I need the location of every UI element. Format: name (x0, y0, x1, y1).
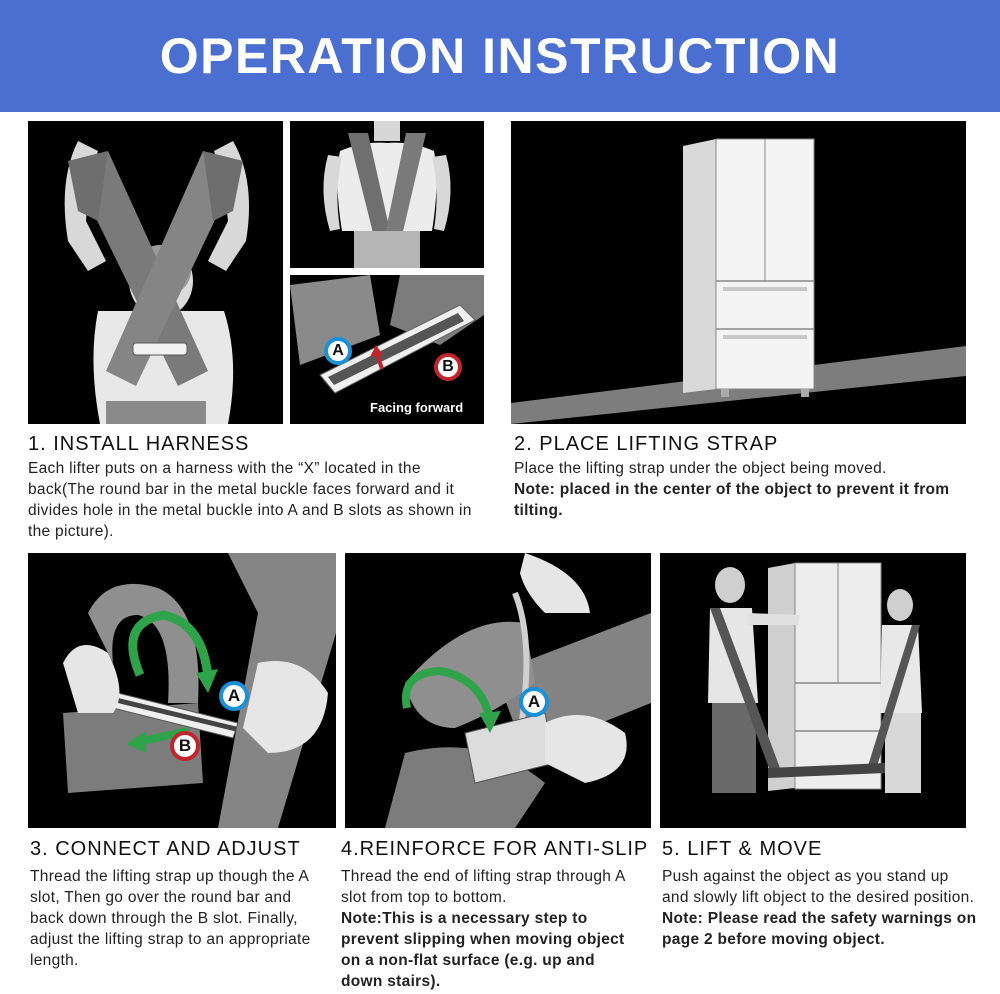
callout-a-badge (219, 681, 249, 711)
anti-slip-image (345, 553, 651, 828)
step5-description: Push against the object as you stand up and slowly lift object to the desired position. (662, 868, 975, 906)
step5-text (662, 866, 977, 950)
lift-move-image (660, 553, 966, 828)
strap-threading-illustration (28, 553, 336, 828)
harness-back-illustration (28, 121, 283, 424)
connect-adjust-image (28, 553, 336, 828)
buckle-detail-image (290, 275, 484, 424)
step2-title: 2. PLACE LIFTING STRAP (514, 433, 779, 455)
step4-text (341, 866, 641, 992)
step4-note: Note:This is a necessary step to prevent slipping when moving object on a non-flat surface (e.g. up and down stairs). (341, 910, 625, 990)
step3-description: Thread the lifting strap up though the A slot, Then go over the round bar and back down through the B slot. Finally, adjust the lifting strap to an appropriate length. (30, 868, 311, 969)
callout-a-badge (519, 687, 549, 717)
refrigerator-strap-image (511, 121, 966, 424)
step3-text (30, 866, 325, 971)
harness-back-view-image (28, 121, 283, 424)
step5-title: 5. LIFT & MOVE (662, 838, 823, 860)
callout-b-label: B (178, 736, 192, 755)
step2-text (514, 458, 974, 521)
two-lifters-illustration (660, 553, 966, 828)
step1-description: Each lifter puts on a harness with the “X” located in the back(The round bar in the metal buckle faces forward and it divides hole in the metal buckle into A and B slots as shown in the picture). (28, 460, 472, 540)
step1-text (28, 458, 488, 542)
callout-a-label: A (527, 692, 541, 711)
callout-b-badge (434, 353, 462, 381)
step5-note: Note: Please read the safety warnings on page 2 before moving object. (662, 910, 977, 948)
step2-note: Note: placed in the center of the object to prevent it from tilting. (514, 481, 950, 519)
callout-b-badge (170, 731, 200, 761)
page-title: OPERATION INSTRUCTION (159, 28, 841, 84)
step4-description: Thread the end of lifting strap through A slot from top to bottom. (341, 868, 625, 906)
harness-front-view-image (290, 121, 484, 268)
callout-a-badge (324, 337, 352, 365)
callout-a-label: A (332, 342, 344, 359)
facing-forward-label: Facing forward (370, 400, 464, 415)
callout-b-label: B (442, 358, 454, 375)
callout-a-label: A (227, 686, 241, 705)
harness-front-illustration (290, 121, 484, 268)
step1-title: 1. INSTALL HARNESS (28, 433, 250, 455)
anti-slip-illustration (345, 553, 651, 828)
step3-title: 3. CONNECT AND ADJUST (30, 838, 301, 860)
header-banner (0, 0, 1000, 112)
step4-title: 4.REINFORCE FOR ANTI-SLIP (341, 838, 649, 860)
step2-description: Place the lifting strap under the object being moved. (514, 460, 887, 477)
refrigerator-illustration (511, 121, 966, 424)
